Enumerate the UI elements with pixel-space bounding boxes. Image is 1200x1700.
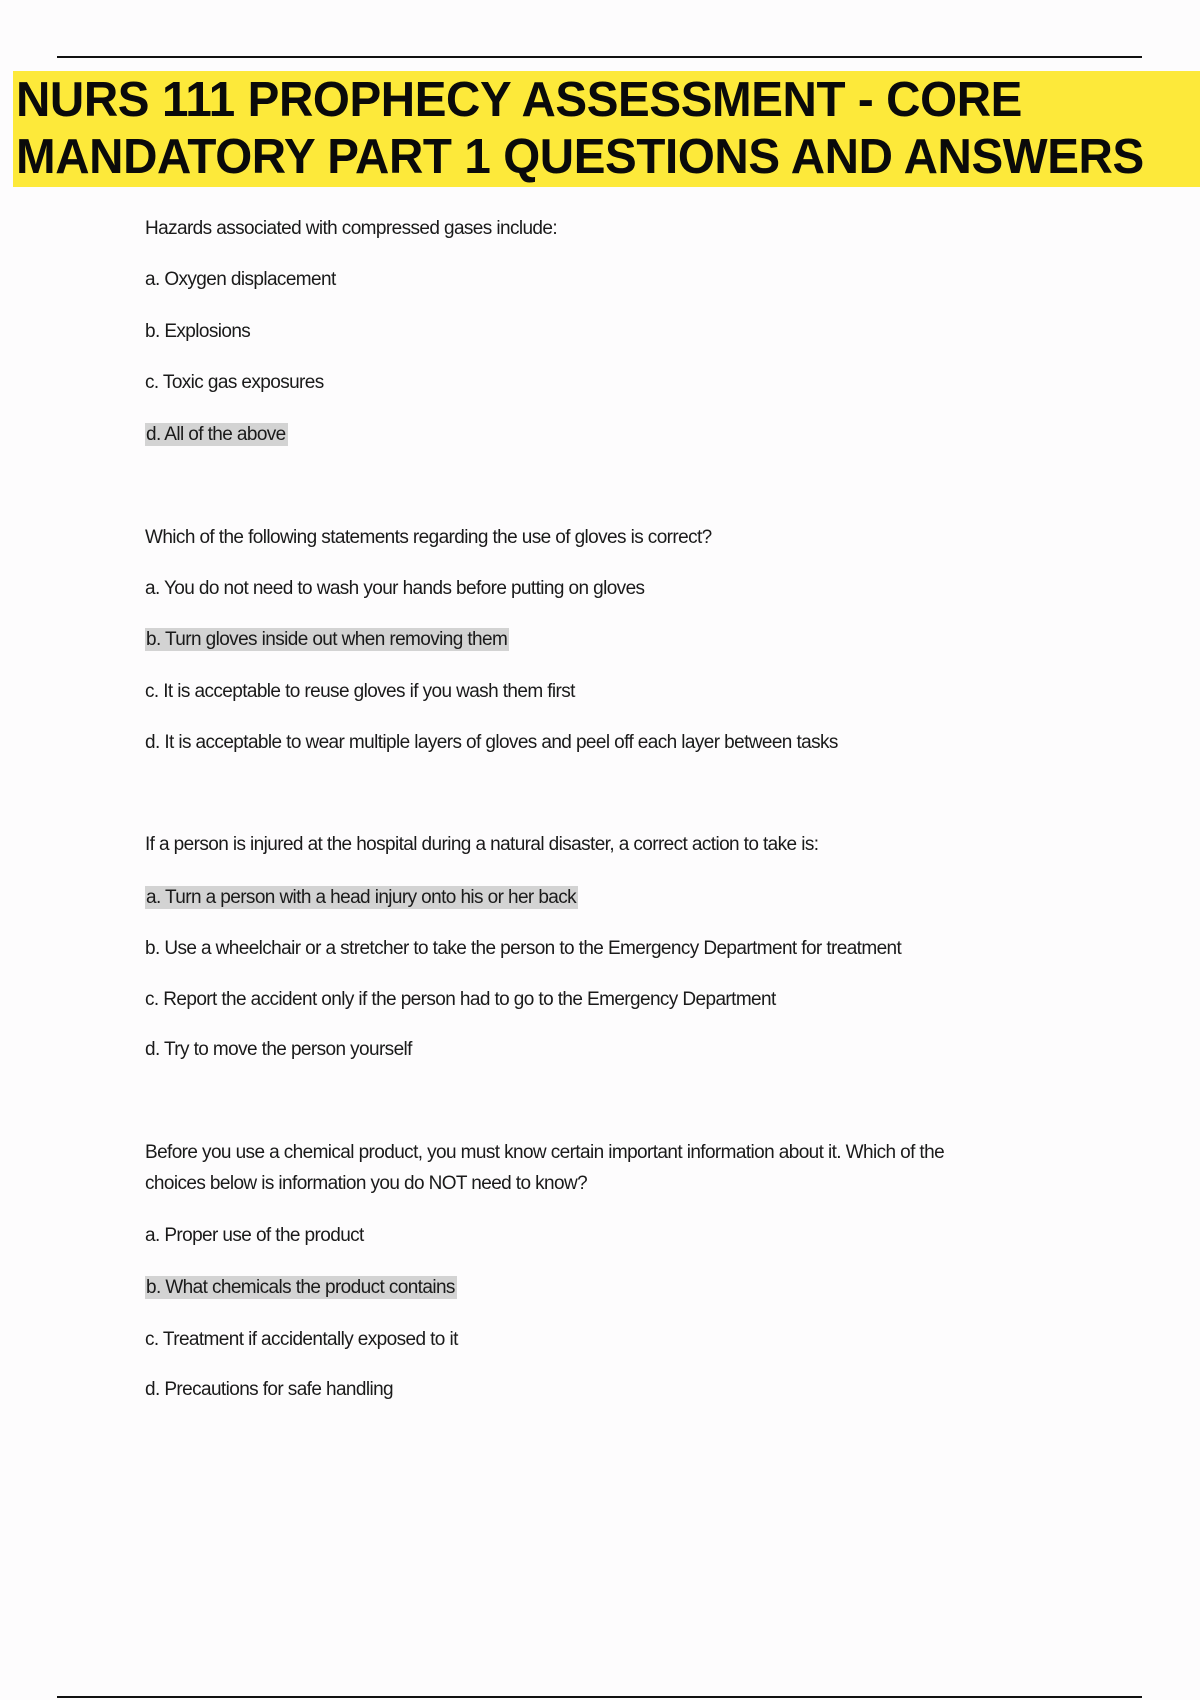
title-line-2: MANDATORY PART 1 QUESTIONS AND ANSWERS	[16, 130, 1144, 184]
q4-option-d: d. Precautions for safe handling	[145, 1379, 394, 1400]
q2-option-d: d. It is acceptable to wear multiple layers of gloves and peel off each layer between tasks	[145, 732, 838, 753]
bottom-rule	[57, 1696, 1142, 1698]
q3-option-a-answer: a. Turn a person with a head injury onto his or her back	[146, 887, 577, 908]
q4-option-c: c. Treatment if accidentally exposed to it	[145, 1329, 458, 1350]
document-title	[16, 72, 1144, 186]
q4-option-a: a. Proper use of the product	[145, 1225, 364, 1246]
q3-option-c: c. Report the accident only if the person had to go to the Emergency Department	[145, 989, 776, 1010]
top-rule	[57, 56, 1142, 58]
question-3: If a person is injured at the hospital during a natural disaster, a correct action to take is:	[145, 834, 819, 855]
q4-option-b-answer: b. What chemicals the product contains	[146, 1277, 455, 1298]
q2-option-a: a. You do not need to wash your hands before putting on gloves	[145, 578, 645, 599]
q2-option-c: c. It is acceptable to reuse gloves if you wash them first	[145, 681, 575, 702]
q3-option-b: b. Use a wheelchair or a stretcher to take the person to the Emergency Department for treatment	[145, 938, 902, 959]
q1-option-a: a. Oxygen displacement	[145, 269, 336, 290]
q2-option-b-answer: b. Turn gloves inside out when removing them	[146, 629, 508, 650]
question-2: Which of the following statements regarding the use of gloves is correct?	[145, 527, 712, 548]
q1-option-c: c. Toxic gas exposures	[145, 372, 324, 393]
question-4-line-2: choices below is information you do NOT need to know?	[145, 1173, 588, 1194]
q1-option-b: b. Explosions	[145, 321, 251, 342]
q1-option-d-answer: d. All of the above	[146, 424, 286, 445]
question-4: Before you use a chemical product, you must know certain important information about it. Which of the	[145, 1142, 945, 1163]
question-1: Hazards associated with compressed gases include:	[145, 218, 558, 239]
q3-option-d: d. Try to move the person yourself	[145, 1039, 412, 1060]
title-line-1: NURS 111 PROPHECY ASSESSMENT - CORE	[16, 73, 1022, 127]
